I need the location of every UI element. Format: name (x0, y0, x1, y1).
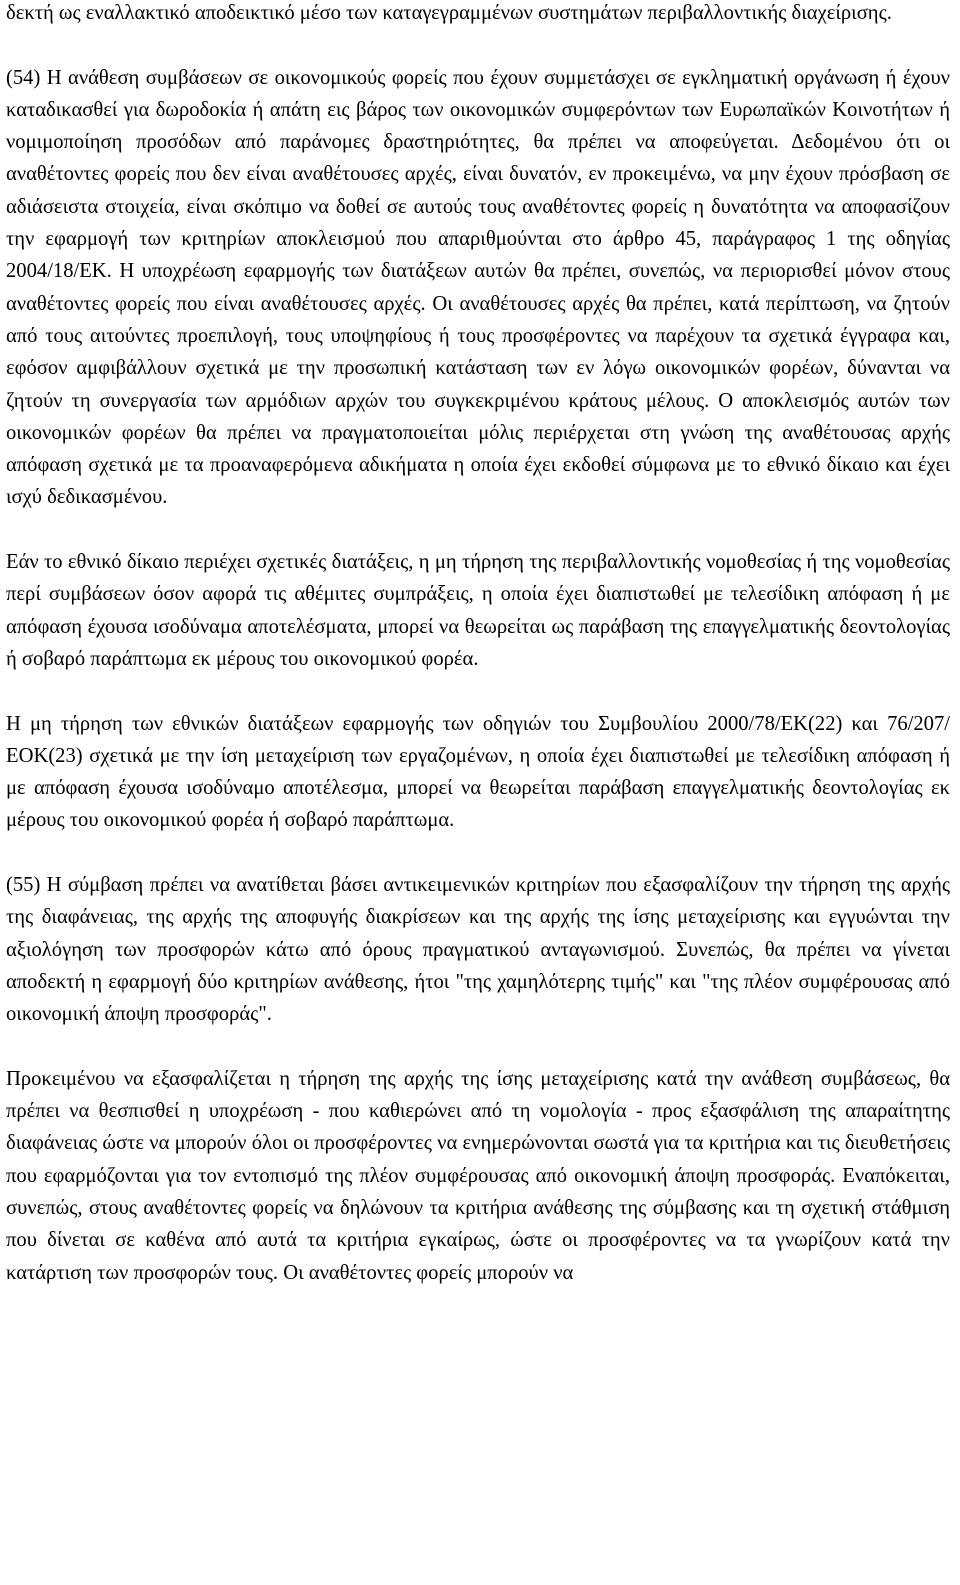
paragraph: (55) Η σύμβαση πρέπει να ανατίθεται βάσει αντικειμενικών κριτηρίων που εξασφαλίζουν την τήρηση της αρχής της διαφάνειας, της αρχής της αποφυγής διακρίσεων και της αρχής της ίσης μεταχείρισης και εγγυώνται την αξιολόγηση των προσφορών κάτω από όρους πραγματικού ανταγωνισμού. Συνεπώς, θα πρέπει να γίνεται αποδεκτή η εφαρμογή δύο κριτηρίων ανάθεσης, ήτοι "της χαμηλότερης τιμής" και "της πλέον συμφέρουσας από οικονομική άποψη προσφοράς". (6, 874, 950, 1026)
document-page (6, 0, 950, 1289)
paragraph: Προκειμένου να εξασφαλίζεται η τήρηση της αρχής της ίσης μεταχείρισης κατά την ανάθεση συμβάσεως, θα πρέπει να θεσπισθεί η υποχρέωση - που καθιερώνει από τη νομολογία - προς εξασφάλιση της απαραίτητης διαφάνειας ώστε να μπορούν όλοι οι προσφέροντες να ενημερώνονται σωστά για τα κριτήρια και τις διευθετήσεις που εφαρμόζονται για τον εντοπισμό της πλέον συμφέρουσας από οικονομική άποψη προσφοράς. Εναπόκειται, συνεπώς, στους αναθέτοντες φορείς να δηλώνουν τα κριτήρια ανάθεσης της σύμβασης και τη σχετική στάθμιση που δίνεται σε καθένα από αυτά τα κριτήρια εγκαίρως, ώστε οι προσφέροντες να τα γνωρίζουν κατά την κατάρτιση των προσφορών τους. Οι αναθέτοντες φορείς μπορούν να (6, 1067, 950, 1284)
paragraph: Εάν το εθνικό δίκαιο περιέχει σχετικές διατάξεις, η μη τήρηση της περιβαλλοντικής νομοθεσίας ή της νομοθεσίας περί συμβάσεων όσον αφορά τις αθέμιτες συμπράξεις, η οποία έχει διαπιστωθεί με τελεσίδικη απόφαση ή με απόφαση έχουσα ισοδύναμα αποτελέσματα, μπορεί να θεωρείται ως παράβαση της επαγγελματικής δεοντολογίας ή σοβαρό παράπτωμα εκ μέρους του οικονομικού φορέα. (6, 551, 950, 670)
paragraph: Η μη τήρηση των εθνικών διατάξεων εφαρμογής των οδηγιών του Συμβουλίου 2000/78/ΕΚ(22) και 76/207/ΕΟΚ(23) σχετικά με την ίση μεταχείριση των εργαζομένων, η οποία έχει διαπιστωθεί με τελεσίδικη απόφαση ή με απόφαση έχουσα ισοδύναμο αποτέλεσμα, μπορεί να θεωρείται παράβαση επαγγελματικής δεοντολογίας εκ μέρους του οικονομικού φορέα ή σοβαρό παράπτωμα. (6, 712, 950, 832)
paragraph: δεκτή ως εναλλακτικό αποδεικτικό μέσο των καταγεγραμμένων συστημάτων περιβαλλοντικής διαχείρισης. (6, 2, 892, 24)
paragraph: (54) Η ανάθεση συμβάσεων σε οικονομικούς φορείς που έχουν συμμετάσχει σε εγκληματική οργάνωση ή έχουν καταδικασθεί για δωροδοκία ή απάτη εις βάρος των οικονομικών συμφερόντων των Ευρωπαϊκών Κοινοτήτων ή νομιμοποίηση προσόδων από παράνομες δραστηριότητες, θα πρέπει να αποφεύγεται. Δεδομένου ότι οι αναθέτοντες φορείς που δεν είναι αναθέτουσες αρχές, είναι δυνατόν, εν προκειμένω, να μην έχουν πρόσβαση σε αδιάσειστα στοιχεία, είναι σκόπιμο να δοθεί σε αυτούς τους αναθέτοντες φορείς η δυνατότητα να αποφασίζουν την εφαρμογή των κριτηρίων αποκλεισμού που απαριθμούνται στο άρθρο 45, παράγραφος 1 της οδηγίας 2004/18/ΕΚ. Η υποχρέωση εφαρμογής των διατάξεων αυτών θα πρέπει, συνεπώς, να περιορισθεί μόνον στους αναθέτοντες φορείς που είναι αναθέτουσες αρχές. Οι αναθέτουσες αρχές θα πρέπει, κατά περίπτωση, να ζητούν από τους αιτούντες προεπιλογή, τους υποψηφίους ή τους προσφέροντες να παρέχουν τα σχετικά έγγραφα και, εφόσον αμφιβάλλουν σχετικά με την προσωπική κατάσταση των εν λόγω οικονομικών φορέων, δύνανται να ζητούν τη συνεργασία των αρμόδιων αρχών του συγκεκριμένου κράτους μέλους. Ο αποκλεισμός αυτών των οικονομικών φορέων θα πρέπει να πραγματοποιείται μόλις περιέρχεται στη γνώση της αναθέτουσας αρχής απόφαση σχετικά με τα προαναφερόμενα αδικήματα η οποία έχει εκδοθεί σύμφωνα με το εθνικό δίκαιο και έχει ισχύ δεδικασμένου. (6, 66, 950, 509)
